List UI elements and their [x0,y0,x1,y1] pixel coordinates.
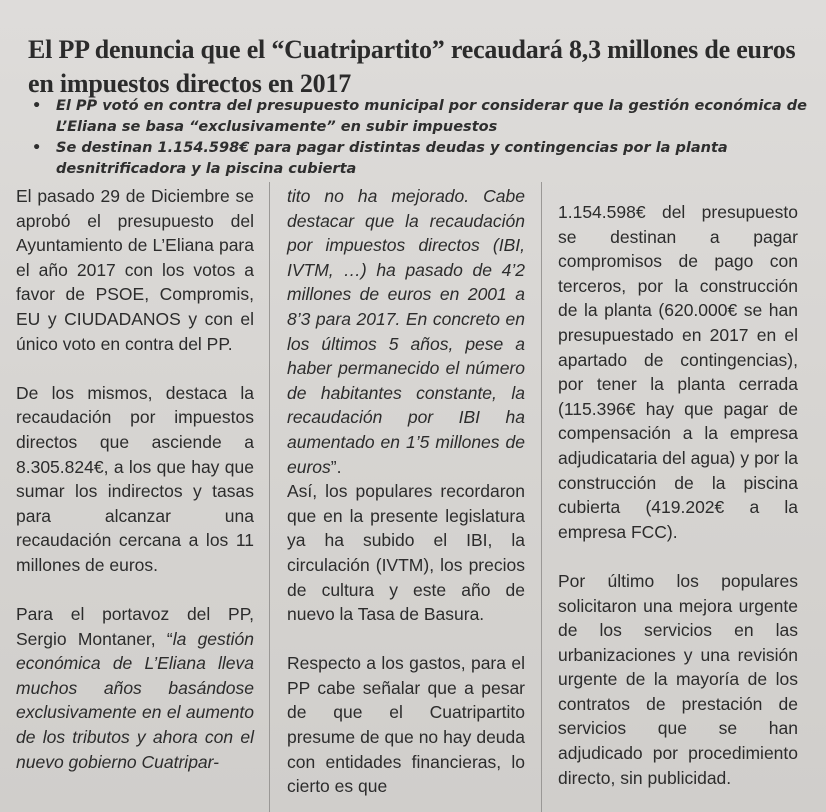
paragraph [287,184,525,479]
bullet-icon: • [32,98,42,114]
bullet-icon: • [32,140,42,156]
quote-lead: Para el portavoz del PP, Sergio Montaner, “ [16,604,254,649]
article-column-3 [558,200,798,790]
paragraph: De los mismos, destaca la recaudación por impuestos directos que asciende a 8.305.824€, a los que hay que sumar los indirectos y tasas para alcanzar una recaudación cercana a los 11 millones de euros. [16,382,254,575]
summary-bullets [28,96,808,180]
paragraph [16,602,254,774]
column-divider [269,182,270,812]
quote-text: tito no ha mejorado. Cabe destacar que la recaudación por impuestos directos (IBI, IVTM, …) ha pasado de 4’2 millones de euros en 2001 a 8’3 para 2017. En concreto en los últimos 5 años, pese a haber permanecido el número de habitantes constante, la recaudación por IBI ha aumentado en 1’5 millones de euros [287,186,525,477]
paragraph: El pasado 29 de Diciembre se aprobó el presupuesto del Ayuntamiento de L’Eliana para el año 2017 con los votos a favor de PSOE, Compromis, EU y CIUDADANOS y con el único voto en contra del PP. [16,186,254,354]
summary-bullet-text: El PP votó en contra del presupuesto municipal por considerar que la gestión económica de L’Eliana se basa “exclusivamente” en subir impuestos [56,98,807,135]
article-column-1 [16,184,254,774]
paragraph: 1.154.598€ del presupuesto se destinan a pagar compromisos de pago con terceros, por la construcción de la planta (620.000€ se han presupuestado en 2017 en el apartado de contingencias), por tener la planta cerrada (115.396€ hay que pagar de compensación a la empresa adjudicataria del agua) y por la construcción de la piscina cubierta (419.202€ a la empresa FCC). [558,202,798,542]
summary-bullet [28,138,808,180]
headline: El PP denuncia que el “Cuatripartito” recaudará 8,3 millones de euros en impuestos directos en 2017 [28,35,796,99]
quote-close: ”. [330,456,342,477]
summary-bullet-text: Se destinan 1.154.598€ para pagar distintas deudas y contingencias por la planta desnitrificadora y la piscina cubierta [56,140,728,177]
summary-bullet [28,96,808,138]
paragraph: Por último los populares solicitaron una mejora urgente de los servicios en las urbanizaciones y una revisión urgente de la mayoría de los contratos de prestación de servicios que se han adjudicado por procedimiento directo, sin publicidad. [558,570,798,788]
paragraph: Respecto a los gastos, para el PP cabe señalar que a pesar de que el Cuatripartito presume de que no hay deuda con entidades financieras, lo cierto es que [287,653,525,797]
column-divider [541,182,542,812]
article-column-2 [287,184,525,799]
paragraph: Así, los populares recordaron que en la presente legislatura ya ha subido el IBI, la circulación (IVTM), los precios de cultura y este año de nuevo la Tasa de Basura. [287,481,525,625]
quote-text: la gestión económica de L’Eliana lleva muchos años basándose exclusivamente en el aumento de los tributos y ahora con el nuevo gobierno Cuatripar- [16,628,255,772]
